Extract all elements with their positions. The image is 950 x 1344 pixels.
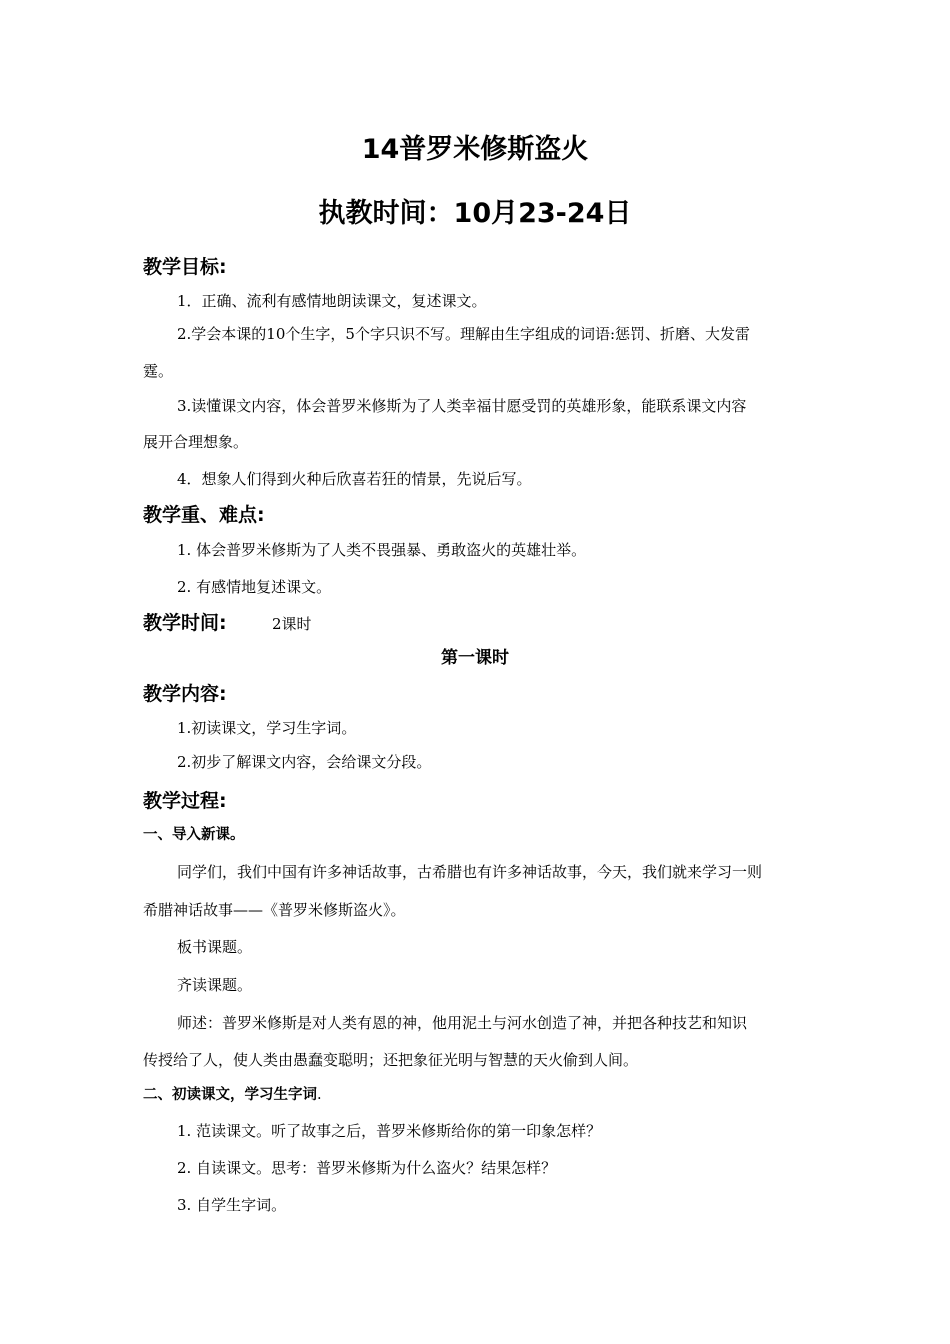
goals-heading: 教学目标: (143, 256, 227, 278)
key-points-heading: 教学重、难点: (143, 504, 265, 526)
goal-2-line-2: 霆。 (143, 362, 174, 380)
content-1: 1.初读课文，学习生字词。 (177, 719, 357, 737)
lesson-title: 14普罗米修斯盗火 (361, 134, 589, 165)
intro-line-1: 同学们，我们中国有许多神话故事，古希腊也有许多神话故事，今天，我们就来学习一则 (177, 863, 763, 881)
teaching-time-value: 2课时 (272, 615, 312, 633)
goal-3-line-1: 3.读懂课文内容，体会普罗米修斯为了人类幸福甘愿受罚的英雄形象，能联系课文内容 (177, 397, 747, 415)
teaching-time-label: 教学时间: (143, 612, 227, 634)
step-2-heading-text: 二、初读课文，学习生字词 (143, 1087, 317, 1103)
step-2-item-3: 3. 自学生字词。 (177, 1196, 287, 1214)
goal-1: 1．正确、流利有感情地朗读课文，复述课文。 (177, 292, 487, 310)
teaching-time-heading (143, 610, 227, 636)
teaching-date: 执教时间：10月23-24日 (318, 198, 632, 229)
goal-2-line-1: 2.学会本课的10个生字，5个字只识不写。理解由生字组成的词语:惩罚、折磨、大发雷 (177, 325, 750, 343)
intro-line-2: 希腊神话故事——《普罗米修斯盗火》。 (143, 901, 406, 919)
teacher-line-1: 师述：普罗米修斯是对人类有恩的神，他用泥土与河水创造了神，并把各种技艺和知识 (177, 1014, 748, 1032)
content-2: 2.初步了解课文内容，会给课文分段。 (177, 753, 432, 771)
board-writing: 板书课题。 (177, 938, 253, 956)
teacher-line-2: 传授给了人，使人类由愚蠢变聪明；还把象征光明与智慧的天火偷到人间。 (143, 1051, 639, 1069)
lesson-period-heading: 第一课时 (441, 648, 509, 668)
step-2-item-1: 1. 范读课文。听了故事之后，普罗米修斯给你的第一印象怎样？ (177, 1122, 602, 1140)
step-2-heading (143, 1084, 322, 1106)
process-heading: 教学过程: (143, 790, 227, 812)
step-2-heading-dot: . (317, 1087, 322, 1103)
key-point-2: 2. 有感情地复述课文。 (177, 578, 332, 596)
goal-3-line-2: 展开合理想象。 (143, 433, 249, 451)
step-2-item-2: 2. 自读课文。思考：普罗米修斯为什么盗火？结果怎样？ (177, 1159, 557, 1177)
step-1-heading: 一、导入新课。 (143, 827, 245, 843)
key-point-1: 1. 体会普罗米修斯为了人类不畏强暴、勇敢盗火的英雄壮举。 (177, 541, 587, 559)
read-together: 齐读课题。 (177, 976, 253, 994)
content-heading: 教学内容: (143, 683, 227, 705)
goal-4: 4．想象人们得到火种后欣喜若狂的情景，先说后写。 (177, 470, 532, 488)
